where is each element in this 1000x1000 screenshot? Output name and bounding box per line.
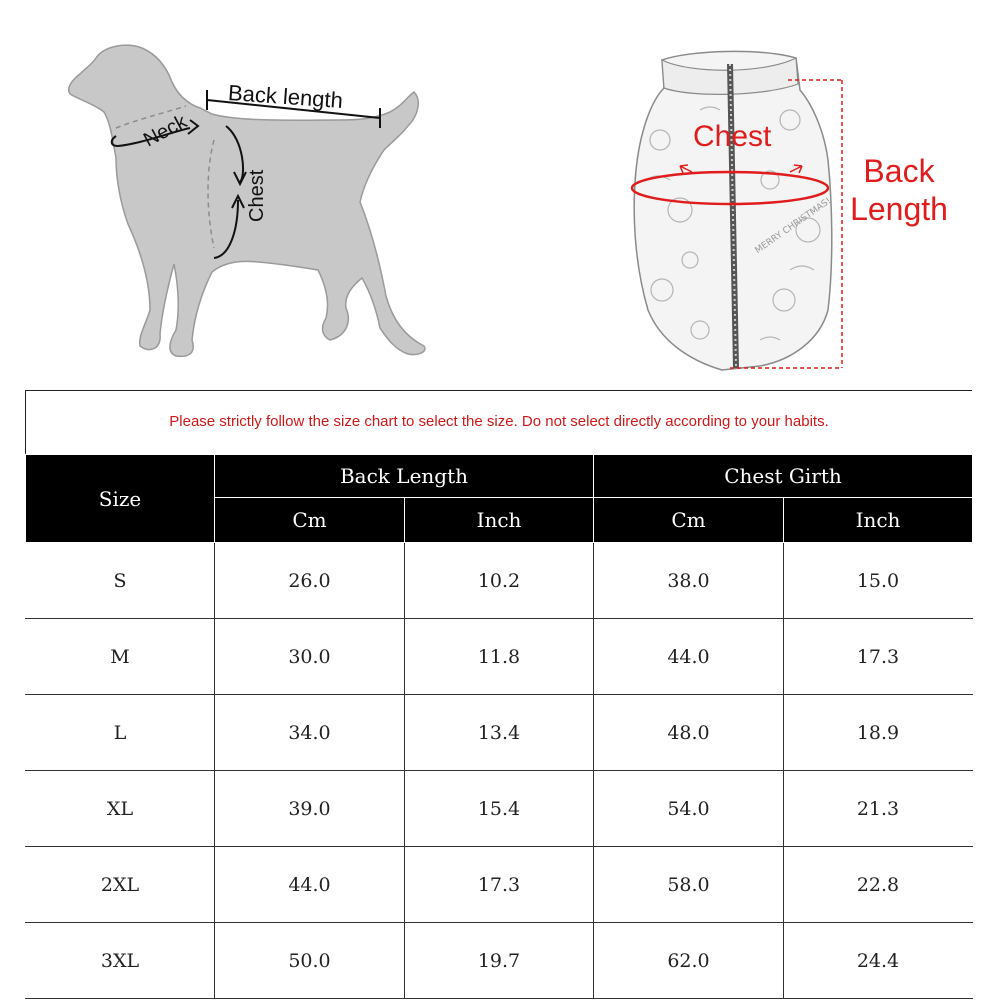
- table-row: [26, 771, 973, 847]
- vest-back-length-label: Back Length: [850, 153, 948, 227]
- back-cm-cell: 30.0: [215, 619, 405, 695]
- table-row: [26, 695, 973, 771]
- size-cell: XL: [26, 771, 215, 847]
- notice-box: [25, 390, 972, 454]
- table-row: [26, 619, 973, 695]
- size-cell: 3XL: [26, 923, 215, 999]
- vest-print-text: MERRY CHRISTMAS!: [753, 196, 834, 257]
- size-notice: Please strictly follow the size chart to select the size. Do not select directly according to your habits.: [169, 413, 829, 430]
- back-cm-cell: 44.0: [215, 847, 405, 923]
- chest-inch-cell: 17.3: [784, 619, 973, 695]
- back-length-label: Back length: [227, 80, 344, 113]
- size-chart-table: [25, 454, 973, 999]
- back-inch-cell: 15.4: [405, 771, 594, 847]
- size-column-header: Size: [26, 455, 215, 543]
- chest-inch-cell: 24.4: [784, 923, 973, 999]
- back-inch-cell: 10.2: [405, 543, 594, 619]
- chest-cm-header: Cm: [594, 498, 784, 543]
- back-cm-cell: 39.0: [215, 771, 405, 847]
- size-cell: 2XL: [26, 847, 215, 923]
- chest-label: Chest: [246, 169, 268, 222]
- chest-cm-cell: 48.0: [594, 695, 784, 771]
- chest-inch-cell: 21.3: [784, 771, 973, 847]
- chest-cm-cell: 58.0: [594, 847, 784, 923]
- chest-inch-cell: 15.0: [784, 543, 973, 619]
- chest-inch-header: Inch: [784, 498, 973, 543]
- table-row: [26, 923, 973, 999]
- back-cm-cell: 34.0: [215, 695, 405, 771]
- table-row: [26, 847, 973, 923]
- back-length-group-header: Back Length: [215, 455, 594, 498]
- back-cm-cell: 50.0: [215, 923, 405, 999]
- back-inch-cell: 13.4: [405, 695, 594, 771]
- chest-cm-cell: 38.0: [594, 543, 784, 619]
- chest-cm-cell: 62.0: [594, 923, 784, 999]
- chest-inch-cell: 18.9: [784, 695, 973, 771]
- back-cm-cell: 26.0: [215, 543, 405, 619]
- chest-girth-group-header: Chest Girth: [594, 455, 973, 498]
- neck-label: Neck: [140, 110, 191, 152]
- table-row: [26, 543, 973, 619]
- size-cell: M: [26, 619, 215, 695]
- back-cm-header: Cm: [215, 498, 405, 543]
- chest-cm-cell: 44.0: [594, 619, 784, 695]
- size-cell: S: [26, 543, 215, 619]
- back-inch-cell: 17.3: [405, 847, 594, 923]
- back-inch-cell: 19.7: [405, 923, 594, 999]
- vest-chest-label: Chest: [693, 120, 772, 153]
- chest-inch-cell: 22.8: [784, 847, 973, 923]
- size-cell: L: [26, 695, 215, 771]
- back-inch-header: Inch: [405, 498, 594, 543]
- chest-cm-cell: 54.0: [594, 771, 784, 847]
- back-inch-cell: 11.8: [405, 619, 594, 695]
